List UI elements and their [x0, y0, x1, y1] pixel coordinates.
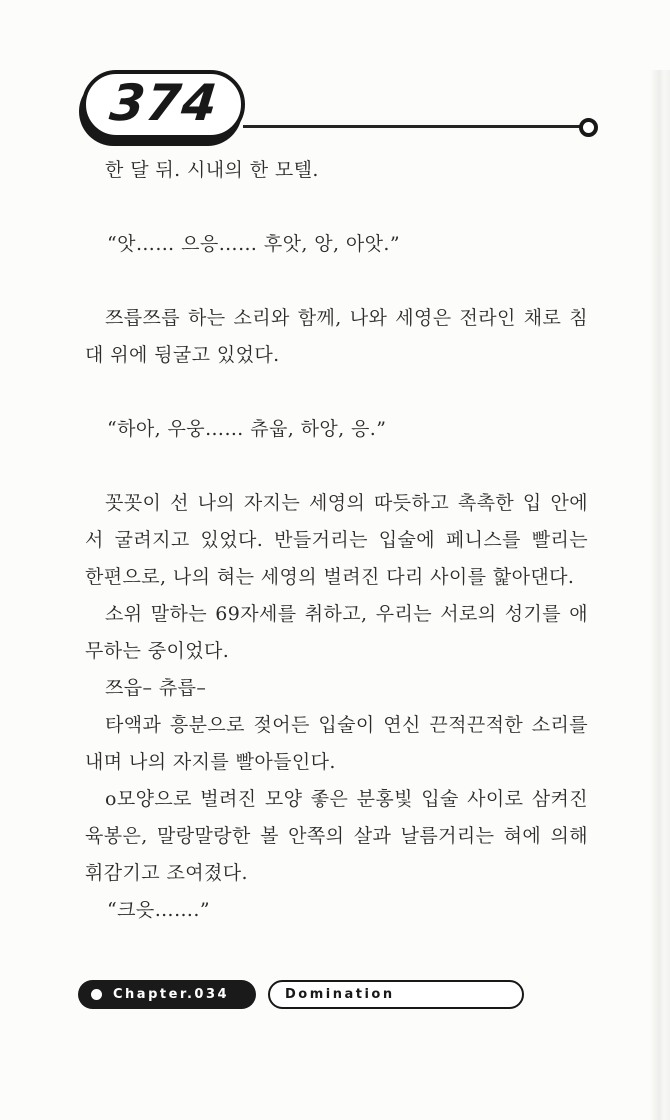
text-line: 육봉은, 말랑말랑한 볼 안쪽의 살과 날름거리는 혀에 의해	[85, 825, 588, 847]
text-line: “하아, 우웅…… 츄웁, 하앙, 응.”	[107, 418, 387, 440]
text-line: 무하는 중이었다.	[85, 640, 230, 662]
book-title-badge	[268, 980, 524, 1009]
text-line: 한편으로, 나의 혀는 세영의 벌려진 다리 사이를 핥아댄다.	[85, 566, 575, 588]
body-paragraph	[85, 152, 588, 189]
text-line: 타액과 흥분으로 젖어든 입술이 연신 끈적끈적한 소리를	[105, 714, 588, 736]
text-line: 내며 나의 자지를 빨아들인다.	[85, 751, 336, 773]
chapter-badge	[78, 980, 256, 1009]
text-line: 소위 말하는 69자세를 취하고, 우리는 서로의 성기를 애	[105, 603, 588, 625]
text-line: 대 위에 뒹굴고 있었다.	[85, 344, 280, 366]
dialogue-paragraph	[85, 892, 588, 929]
text-line: 쯔읍– 츄릅–	[105, 677, 207, 699]
text-line: 휘감기고 조여졌다.	[85, 862, 248, 884]
text-line: 한 달 뒤. 시내의 한 모텔.	[105, 159, 319, 181]
header-rule-line	[243, 125, 580, 128]
text-line: 서 굴려지고 있었다. 반들거리는 입술에 페니스를 빨리는	[85, 529, 588, 551]
dialogue-paragraph	[85, 226, 588, 263]
body-paragraph	[85, 781, 588, 892]
body-paragraph	[85, 670, 588, 707]
ring-icon	[579, 118, 598, 137]
text-line: 쯔릅쯔릅 하는 소리와 함께, 나와 세영은 전라인 채로 침	[105, 307, 588, 329]
page-number-badge	[82, 70, 245, 139]
text-line: “크읏…….”	[107, 899, 210, 921]
bullet-dot-icon	[91, 989, 102, 1000]
text-line: 꼿꼿이 선 나의 자지는 세영의 따듯하고 촉촉한 입 안에	[105, 492, 588, 514]
text-line: “앗…… 으응…… 후앗, 앙, 아앗.”	[107, 233, 400, 255]
page-edge-shading	[650, 70, 670, 1120]
dialogue-paragraph	[85, 411, 588, 448]
body-paragraph	[85, 300, 588, 374]
book-title-label: Domination	[285, 987, 395, 1002]
chapter-label: Chapter.034	[113, 987, 230, 1002]
text-line: o모양으로 벌려진 모양 좋은 분홍빛 입술 사이로 삼켜진	[105, 788, 588, 810]
page-number: 374	[106, 73, 221, 132]
page-footer	[78, 980, 670, 1009]
page-header	[0, 70, 670, 139]
body-paragraph	[85, 596, 588, 670]
body-paragraph	[85, 707, 588, 781]
text-block	[85, 152, 588, 929]
body-paragraph	[85, 485, 588, 596]
